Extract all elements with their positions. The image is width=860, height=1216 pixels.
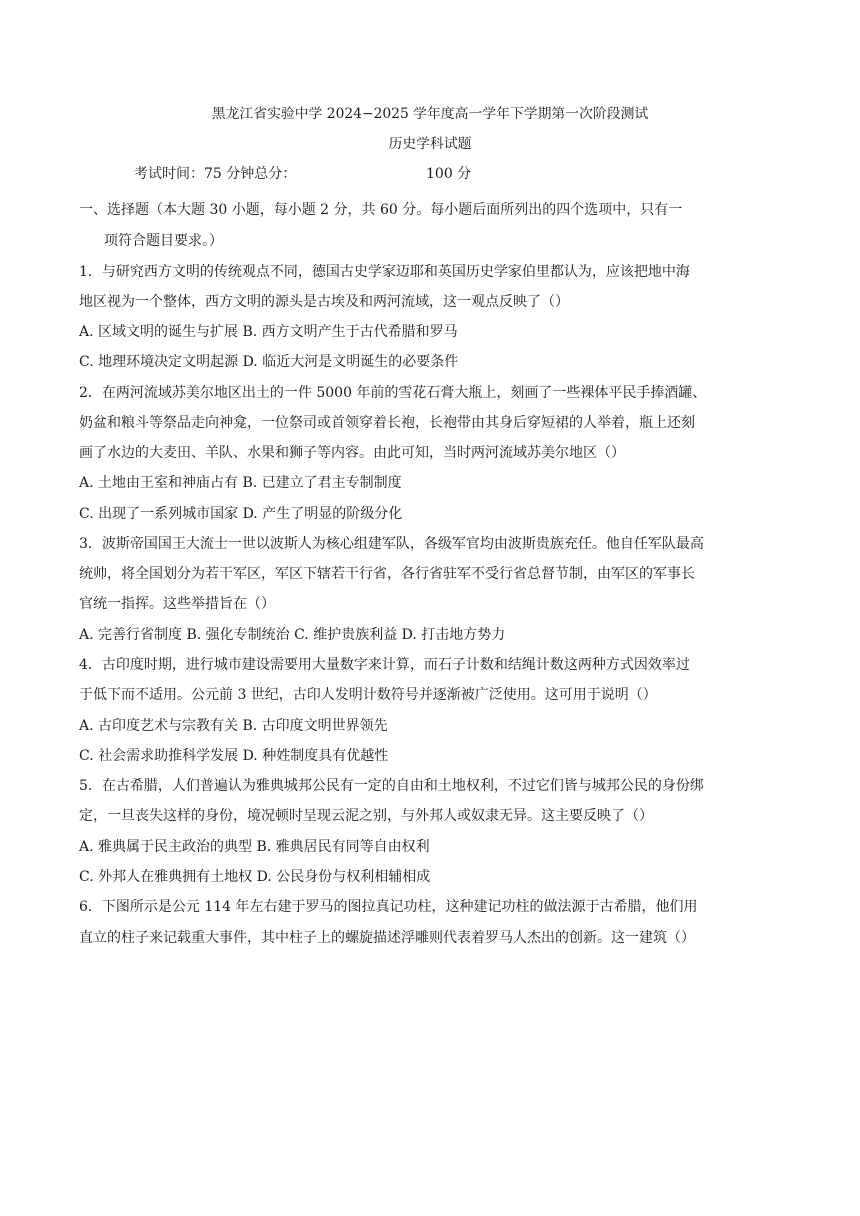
question-1-line-1: 1．与研究西方文明的传统观点不同，德国古史学家迈耶和英国历史学家伯里都认为，应该把地中海 bbox=[79, 264, 690, 280]
question-5-line-1: 5．在古希腊，人们普遍认为雅典城邦公民有一定的自由和土地权利，不过它们皆与城邦公民的身份绑 bbox=[79, 778, 704, 794]
question-1-options-ab: A. 区域文明的诞生与扩展 B. 西方文明产生于古代希腊和罗马 bbox=[79, 324, 458, 340]
exam-info bbox=[134, 164, 472, 184]
question-4-line-1: 4．古印度时期，进行城市建设需要用大量数字来计算，而石子计数和结绳计数这两种方式因效率过 bbox=[79, 657, 690, 673]
question-6-line-1: 6．下图所示是公元 114 年左右建于罗马的图拉真记功柱，这种建记功柱的做法源于古希腊，他们用 bbox=[79, 899, 698, 915]
question-2-line-2: 奶盆和粮斗等祭品走向神龛，一位祭司或首领穿着长袍，长袍带由其身后穿短裙的人举着，瓶上还刻 bbox=[79, 415, 695, 431]
total-score: 100 分 bbox=[426, 166, 472, 182]
question-2-line-1: 2．在两河流域苏美尔地区出土的一件 5000 年前的雪花石膏大瓶上，刻画了一些裸体平民手捧酒罐、 bbox=[79, 385, 707, 401]
question-5-options-ab: A. 雅典属于民主政治的典型 B. 雅典居民有同等自由权利 bbox=[79, 839, 430, 855]
question-3-line-3: 官统一指挥。这些举措旨在（） bbox=[79, 596, 275, 612]
question-4-options-cd: C. 社会需求助推科学发展 D. 种姓制度具有优越性 bbox=[79, 748, 389, 764]
question-5-line-2: 定，一旦丧失这样的身份，境况顿时呈现云泥之别，与外邦人或奴隶无异。这主要反映了（） bbox=[79, 808, 653, 824]
question-4-line-2: 于低下而不适用。公元前 3 世纪，古印人发明计数符号并逐渐被广泛使用。这可用于说明（） bbox=[79, 687, 657, 703]
question-2-line-3: 画了水边的大麦田、羊队、水果和狮子等内容。由此可知，当时两河流域苏美尔地区（） bbox=[79, 445, 625, 461]
question-3-options: A. 完善行省制度 B. 强化专制统治 C. 维护贵族利益 D. 打击地方势力 bbox=[79, 627, 506, 643]
exam-subtitle: 历史学科试题 bbox=[388, 136, 472, 152]
question-4-options-ab: A. 古印度艺术与宗教有关 B. 古印度文明世界领先 bbox=[79, 718, 388, 734]
question-1-line-2: 地区视为一个整体，西方文明的源头是古埃及和两河流域，这一观点反映了（） bbox=[79, 294, 569, 310]
question-6-line-2: 直立的柱子来记载重大事件，其中柱子上的螺旋描述浮雕则代表着罗马人杰出的创新。这一建筑（） bbox=[79, 930, 695, 946]
exam-time: 考试时间：75 分钟总分： bbox=[134, 166, 297, 182]
question-2-options-cd: C. 出现了一系列城市国家 D. 产生了明显的阶级分化 bbox=[79, 506, 403, 522]
question-2-options-ab: A. 土地由王室和神庙占有 B. 已建立了君主专制制度 bbox=[79, 475, 402, 491]
section-heading-cont: 项符合题目要求。） bbox=[104, 233, 223, 249]
question-3-line-2: 统帅，将全国划分为若干军区，军区下辖若干行省，各行省驻军不受行省总督节制，由军区的军事长 bbox=[79, 566, 695, 582]
exam-title: 黑龙江省实验中学 2024−2025 学年度高一学年下学期第一次阶段测试 bbox=[211, 106, 649, 122]
question-1-options-cd: C. 地理环境决定文明起源 D. 临近大河是文明诞生的必要条件 bbox=[79, 354, 459, 370]
section-heading: 一、选择题（本大题 30 小题，每小题 2 分，共 60 分。每小题后面所列出的四个选项中，只有一 bbox=[79, 202, 683, 218]
question-5-options-cd: C. 外邦人在雅典拥有土地权 D. 公民身份与权利相辅相成 bbox=[79, 869, 431, 885]
question-3-line-1: 3．波斯帝国国王大流士一世以波斯人为核心组建军队，各级军官均由波斯贵族充任。他自任军队最高 bbox=[79, 536, 704, 552]
